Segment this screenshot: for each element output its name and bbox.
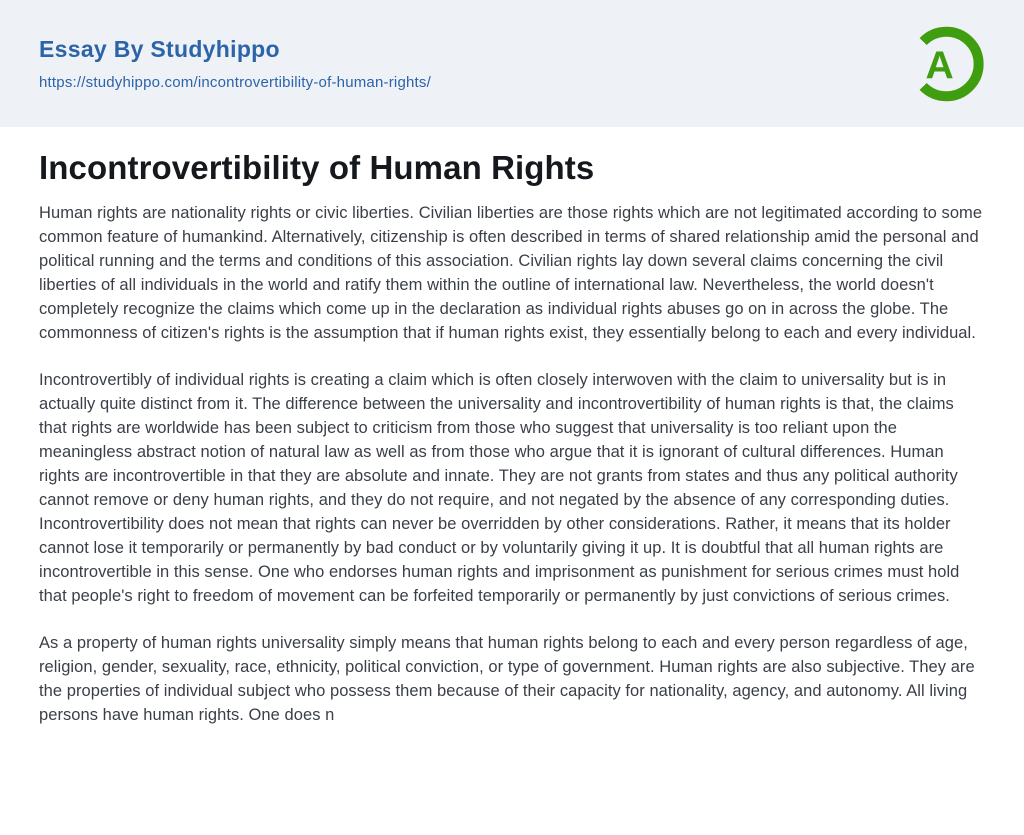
article-title: Incontrovertibility of Human Rights [39,149,595,186]
article-paragraph-1: Human rights are nationality rights or civic liberties. Civilian liberties are those rights which are not legitimated according to some common feature of humankind. Alternatively, citizenship is often described in terms of shared relationship amid the personal and political running and the terms and conditions of this association. Civilian rights lay down several claims concerning the civil liberties of all individuals in the world and ratify them within the outline of international law. Nevertheless, the world doesn't completely recognize the claims which come up in the declaration as individual rights abuses go on in across the globe. The commonness of citizen's rights is the assumption that if human rights exist, they essentially belong to each and every individual. [39,204,983,342]
page-header [0,0,1024,127]
logo-letter: A [925,44,954,88]
brand-link[interactable]: Essay By Studyhippo [39,36,280,62]
article-paragraph-3: As a property of human rights universality simply means that human rights belong to each and every person regardless of age, religion, gender, sexuality, race, ethnicity, political conviction, or type of government. Human rights are also subjective. They are the properties of individual subject who possess them because of their capacity for nationality, agency, and autonomy. All living persons have human rights. One does n [39,634,975,724]
header-text-block [39,36,431,91]
source-url-link[interactable]: https://studyhippo.com/incontrovertibility-of-human-rights/ [39,74,431,91]
article-body [0,127,1024,727]
studyhippo-logo[interactable] [906,19,986,109]
article-paragraph-2: Incontrovertibly of individual rights is creating a claim which is often closely interwoven with the claim to universality but is in actually quite distinct from it. The difference between the universality and incontrovertibility of human rights is that, the claims that rights are worldwide has been subject to criticism from those who suggest that universality is too reliant upon the meaningless abstract notion of natural law as well as from those who argue that it is ignorant of cultural differences. Human rights are incontrovertible in that they are absolute and innate. They are not grants from states and thus any political authority cannot remove or deny human rights, and they do not require, and not negated by the absence of any corresponding duties. Incontrovertibility does not mean that rights can never be overridden by other considerations. Rather, it means that its holder cannot lose it temporarily or permanently by bad conduct or by voluntarily giving it up. It is doubtful that all human rights are incontrovertible in this sense. One who endorses human rights and imprisonment as punishment for serious crimes must hold that people's right to freedom of movement can be forfeited temporarily or permanently by just convictions of serious crimes. [39,371,960,605]
logo-svg [906,19,986,109]
